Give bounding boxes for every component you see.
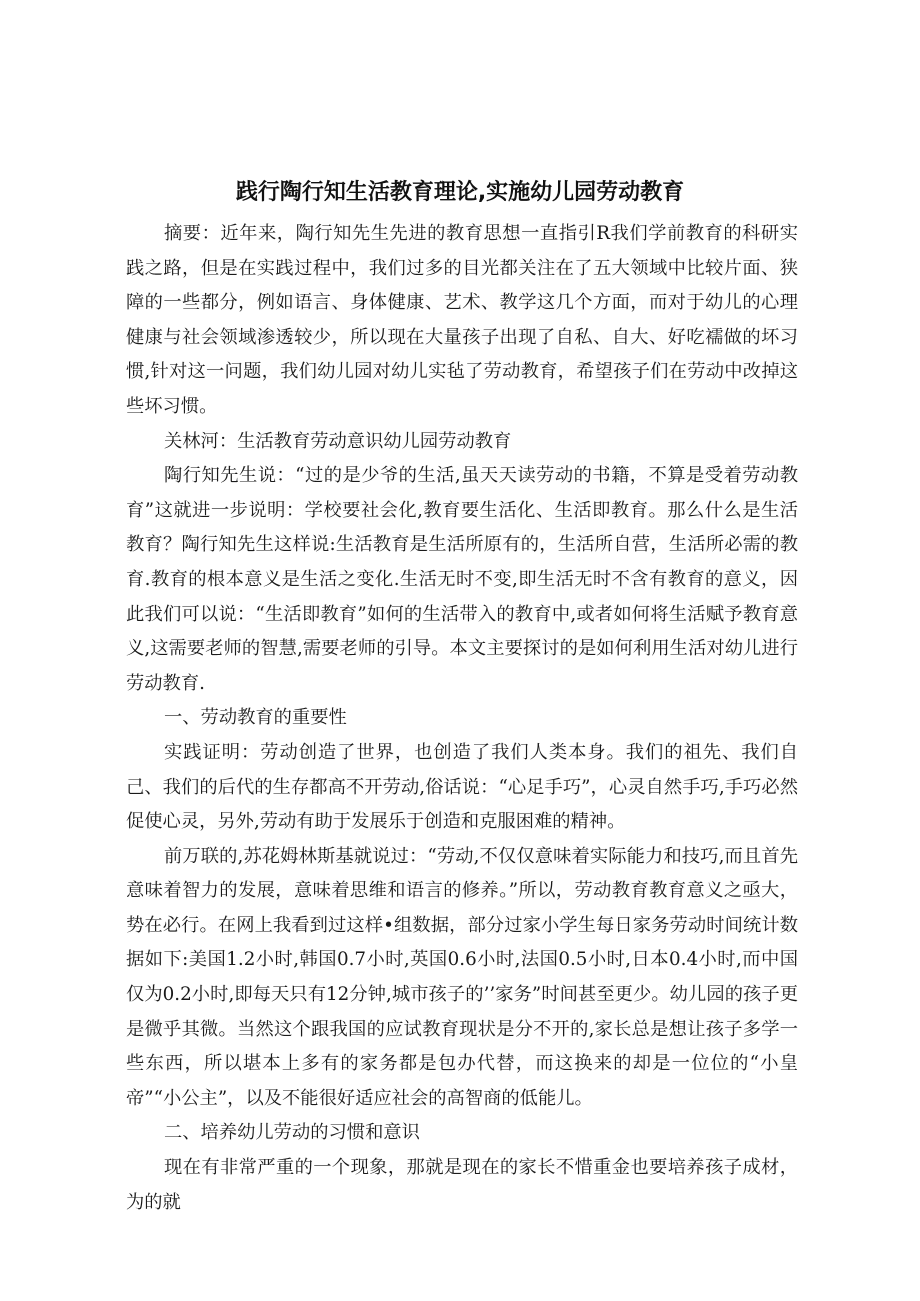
abstract-paragraph: 摘要：近年来，陶行知先生先进的教育思想一直指引R我们学前教育的科研实践之路，但是在实践过程中，我们过多的目光都关注在了五大领域中比较片面、狭障的一些都分，例如语言、身体健康、艺术、教学这几个方面，而对于幼儿的心理健康与社会领域渗透较少，所以现在大量孩子出现了自私、自大、好吃襦做的坏习惯,针对这一问题，我们幼儿园对幼儿实毡了劳动教育，希望孩子们在劳动中改掉这些坏习惯。 bbox=[126, 223, 798, 417]
intro-paragraph: 陶行知先生说：“过的是少爷的生活,虽天天读劳动的书籍，不算是受着劳动教育”这就进一步说明：学校要社会化,教育要生活化、生活即教育。那么什么是生活教育？陶行知先生这样说:生活教育是生活所原有的，生活所自营，生活所必需的教育.教育的根本意义是生活之变化.生活无时不变,即生活无时不含有教育的意义，因此我们可以说：“生活即教育”如何的生活带入的教育中,或者如何将生活赋予教育意义,这需要老师的智慧,需要老师的引导。本文主要探讨的是如何利用生活对幼儿进行劳动教育. bbox=[126, 465, 798, 694]
section-heading-2: 二、培养幼儿劳动的习惯和意识 bbox=[164, 1122, 420, 1144]
document-title: 践行陶行知生活教育理论,实施幼儿园劳动教育 bbox=[235, 180, 685, 205]
section-1-paragraph-1: 实践证明：劳动创造了世界，也创造了我们人类本身。我们的祖先、我们自己、我们的后代的生存都高不开劳动,俗话说：“心足手巧”，心灵自然手巧,手巧必然促使心灵，另外,劳动有助于发展乐于创造和克服困难的精神。 bbox=[126, 741, 798, 833]
keywords-paragraph: 关林河：生活教育劳动意识幼儿园劳动教育 bbox=[164, 430, 512, 452]
document-body bbox=[126, 217, 798, 1220]
section-1-paragraph-2: 前万联的,苏花姆林斯基就说过：“劳动,不仅仅意味着实际能力和技巧,而且首先意味着智力的发展，意味着思维和语言的修养。”所以，劳动教育教育意义之亟大，势在必行。在网上我看到过这样•组数据，部分过家小学生每日家务劳动时间统计数据如下:美国1.2小时,韩国0.7小时,英国0.6小时,法国0.5小时,日本0.4小时,而中国仅为0.2小时,即每天只有12分钟,城市孩子的’’家务”时间甚至更少。幼儿园的孩子更是微乎其微。当然这个跟我国的应试教育现状是分不开的,家长总是想让孩子多学一些东西，所以堪本上多有的家务都是包办代替，而这换来的却是一位位的“小皇帝”“小公主”，以及不能很好适应社会的高智商的低能儿。 bbox=[126, 845, 798, 1109]
section-heading-1: 一、劳动教育的重要性 bbox=[164, 707, 347, 729]
section-2-paragraph-1: 现在有非常严重的一个现象，那就是现在的家长不惜重金也要培养孩子成材，为的就 bbox=[126, 1157, 798, 1213]
